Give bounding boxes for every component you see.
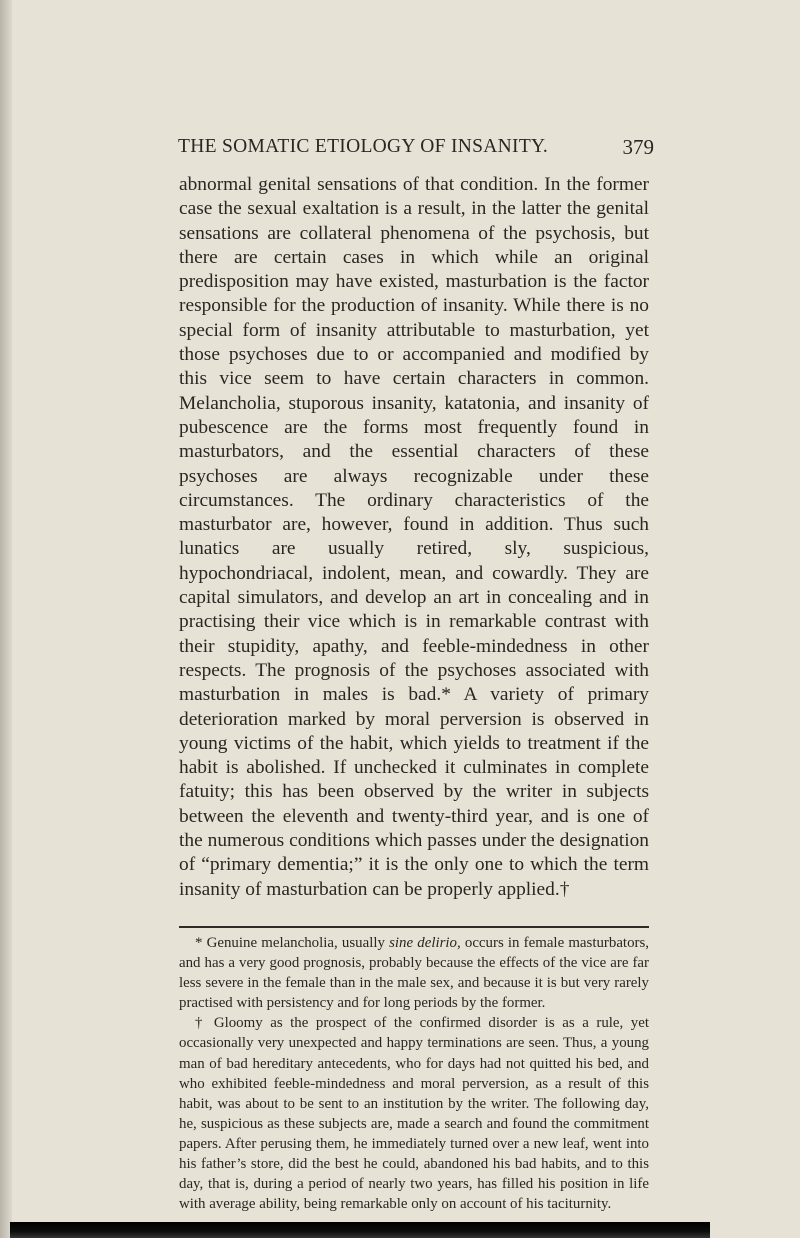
running-head [170,136,654,166]
footnote-mark: * [195,935,203,951]
footnote-text: Gloomy as the prospect of the confirmed disorder is as a rule, yet occasionally very unexpected and happy terminations are seen. Thus, a young man of bad hereditary antecedents, who for days had not quitted his bed, and who exhibited feeble-mindedness and moral perversion, as a result of this habit, was about to be sent to an institution by the writer. The following day, he, suspicious as these subjects are, made a search and found the commitment papers. After perusing them, he immediately turned over a new leaf, went into his father’s store, did the best he could, abandoned his bad habits, and to this day, that is, during a period of nearly two years, has filled his position in life with average ability, being remarkable only on account of his taciturnity. [179,1015,649,1213]
footnote-text: , occurs in female masturbators, and has a very good prognosis, probably because the effects of the vice are far less severe in the female than in the male sex, and because it is but very rarely practised with persistency and for long periods by the former. [179,935,649,1012]
body-paragraph: abnormal genital sensations of that condition. In the former case the sexual exaltation is a result, in the latter the genital sensations are collateral phenomena of the psychosis, but there are certain cases in which while an original predisposition may have existed, masturbation is the factor responsible for the production of insanity. While there is no special form of insanity attributable to masturbation, yet those psychoses due to or accompanied and modified by this vice seem to have certain characters in common. Melancholia, stuporous insanity, katatonia, and insanity of pubescence are the forms most frequently found in masturbators, and the essential characters of these psychoses are always recognizable under these circumstances. The ordinary characteristics of the masturbator are, however, found in addition. Thus such lunatics are usually retired, sly, suspicious, hypochondriacal, indolent, mean, and cowardly. They are capital simulators, and develop an art in concealing and in practising their vice which is in remarkable contrast with their stupidity, apathy, and feeble-mindedness in other respects. The prognosis of the psychoses associated with masturbation in males is bad.* A variety of primary deterioration marked by moral perversion is observed in young victims of the habit, which yields to treatment if the habit is abolished. If unchecked it culminates in complete fatuity; this has been observed by the writer in subjects between the eleventh and twenty-third year, and is one of the numerous conditions which passes under the designation of “primary dementia;” it is the only one to which the term insanity of masturbation can be properly applied.† [179,174,649,900]
page-number: 379 [622,135,654,159]
footnote-mark: † [195,1015,207,1032]
page-spine-shadow [0,0,12,1238]
scan-edge-bar [10,1222,710,1238]
running-title: THE SOMATIC ETIOLOGY OF INSANITY. [178,136,549,157]
footnote-italic-term: sine delirio [389,935,457,951]
footnote-2 [179,1013,649,1214]
footnote-rule [179,926,649,928]
footnote-text: Genuine melancholia, usually [202,935,390,951]
footnote-1 [179,933,649,1013]
footnotes [179,933,649,1214]
